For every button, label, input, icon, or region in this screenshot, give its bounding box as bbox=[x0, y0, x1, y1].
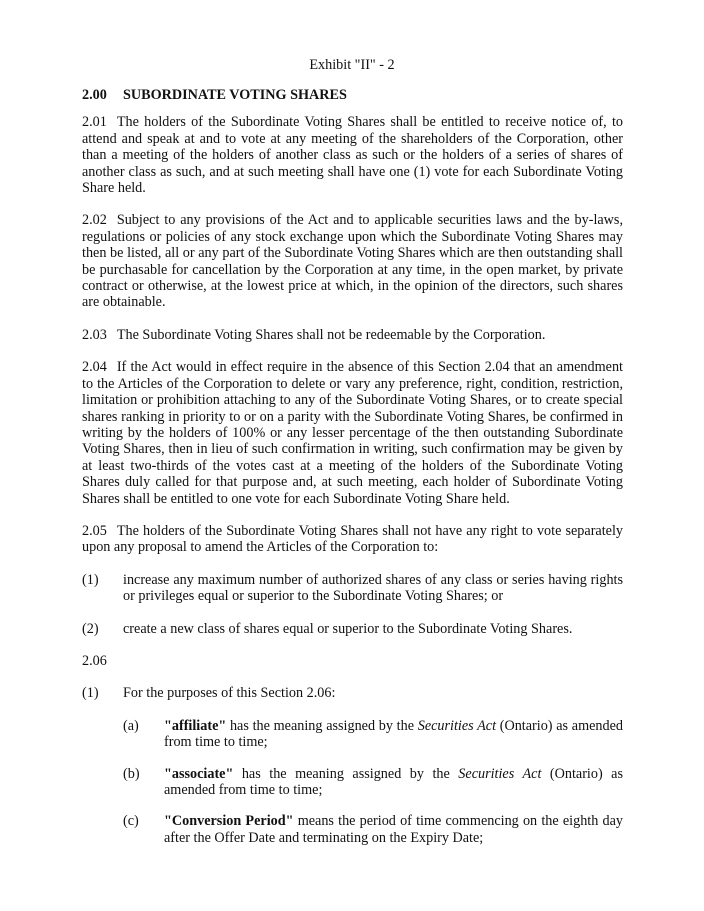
paragraph-number: 2.02 bbox=[82, 212, 107, 229]
paragraph-number: 2.04 bbox=[82, 359, 107, 376]
paragraph-number: 2.03 bbox=[82, 326, 107, 343]
list-item bbox=[82, 621, 623, 637]
paragraph-2-02 bbox=[82, 212, 623, 310]
definition-text: has the meaning assigned by the bbox=[226, 717, 418, 734]
item-number: (1) bbox=[82, 571, 99, 588]
definition-term: "Conversion Period" bbox=[164, 813, 294, 830]
item-text: increase any maximum number of authorized shares of any class or series having rights or privileges equal or superior to the Subordinate Voting Shares; or bbox=[123, 571, 623, 605]
heading-title: SUBORDINATE VOTING SHARES bbox=[123, 87, 347, 103]
paragraph-number: 2.01 bbox=[82, 114, 107, 131]
definition-number: (b) bbox=[123, 765, 140, 782]
definition-term: "associate" bbox=[164, 765, 234, 782]
list-item bbox=[82, 685, 623, 701]
section-heading bbox=[82, 87, 623, 103]
definition-number: (a) bbox=[123, 717, 139, 734]
paragraph-text: Subject to any provisions of the Act and to applicable securities laws and the by-laws, regulations or policies of any stock exchange upon which the Subordinate Voting Shares may then be listed, all or any part of the Subordinate Voting Shares which are then outstanding shall be purchasable for cancellation by the Corporation at any time, in the open market, by private contract or otherwise, at the lowest price at which, in the opinion of the directors, such shares are obtainable. bbox=[82, 212, 623, 311]
paragraph-text: The holders of the Subordinate Voting Shares shall be entitled to receive notice of, to attend and speak at and to vote at any meeting of the shareholders of the Corporation, other than a meeting of the holders of another class as such or the holders of a series of shares of another class as such, and at such meeting shall have one (1) vote for each Subordinate Voting Share held. bbox=[82, 114, 623, 197]
act-name: Securities Act bbox=[417, 717, 497, 734]
definition-number: (c) bbox=[123, 813, 139, 830]
section-2-06-number: 2.06 bbox=[82, 652, 107, 669]
paragraph-2-01 bbox=[82, 114, 623, 196]
paragraph-2-03 bbox=[82, 327, 623, 343]
act-name: Securities Act bbox=[458, 765, 542, 782]
definition-associate bbox=[82, 766, 623, 799]
paragraph-text: The Subordinate Voting Shares shall not be redeemable by the Corporation. bbox=[116, 326, 546, 343]
item-text: create a new class of shares equal or superior to the Subordinate Voting Shares. bbox=[123, 620, 573, 637]
paragraph-text: If the Act would in effect require in the absence of this Section 2.04 that an amendment to the Articles of the Corporation to delete or vary any preference, right, condition, restriction, limitation or prohibition attaching to any of the Subordinate Voting Shares, or to create special shares ranking in priority to or on a parity with the Subordinate Voting Shares, be confirmed in writing by the holders of 100% or any lesser percentage of the then outstanding Subordinate Voting Shares, then in lieu of such confirmation in writing, such confirmation may be given by at least two-thirds of the votes cast at a meeting of the holders of the Subordinate Voting Shares duly called for that purpose and, at such meeting, each holder of Subordinate Voting Shares shall be entitled to one vote for each Subordinate Voting Share held. bbox=[82, 359, 623, 507]
exhibit-header: Exhibit "II" - 2 bbox=[309, 57, 395, 73]
definition-text: has the meaning assigned by the bbox=[233, 765, 459, 782]
definition-text-cont: (Ontario) as amended from time to time; bbox=[164, 765, 623, 798]
document-body bbox=[82, 87, 623, 861]
definition-text: means the period of time commencing on the eighth day after the Offer Date and terminating on the Expiry Date; bbox=[164, 813, 623, 846]
paragraph-2-05 bbox=[82, 523, 623, 556]
paragraph-number: 2.05 bbox=[82, 522, 107, 539]
item-text: For the purposes of this Section 2.06: bbox=[123, 685, 336, 702]
item-number: (1) bbox=[82, 685, 99, 702]
list-item bbox=[82, 572, 623, 605]
paragraph-text: The holders of the Subordinate Voting Shares shall not have any right to vote separately upon any proposal to amend the Articles of the Corporation to: bbox=[82, 522, 623, 556]
heading-number: 2.00 bbox=[82, 87, 107, 103]
paragraph-2-04 bbox=[82, 359, 623, 507]
item-number: (2) bbox=[82, 620, 99, 637]
definition-text-cont: (Ontario) as amended from time to time; bbox=[164, 717, 623, 751]
definition-term: "affiliate" bbox=[164, 717, 227, 734]
definition-conversion-period bbox=[82, 813, 623, 846]
definition-affiliate bbox=[82, 718, 623, 751]
